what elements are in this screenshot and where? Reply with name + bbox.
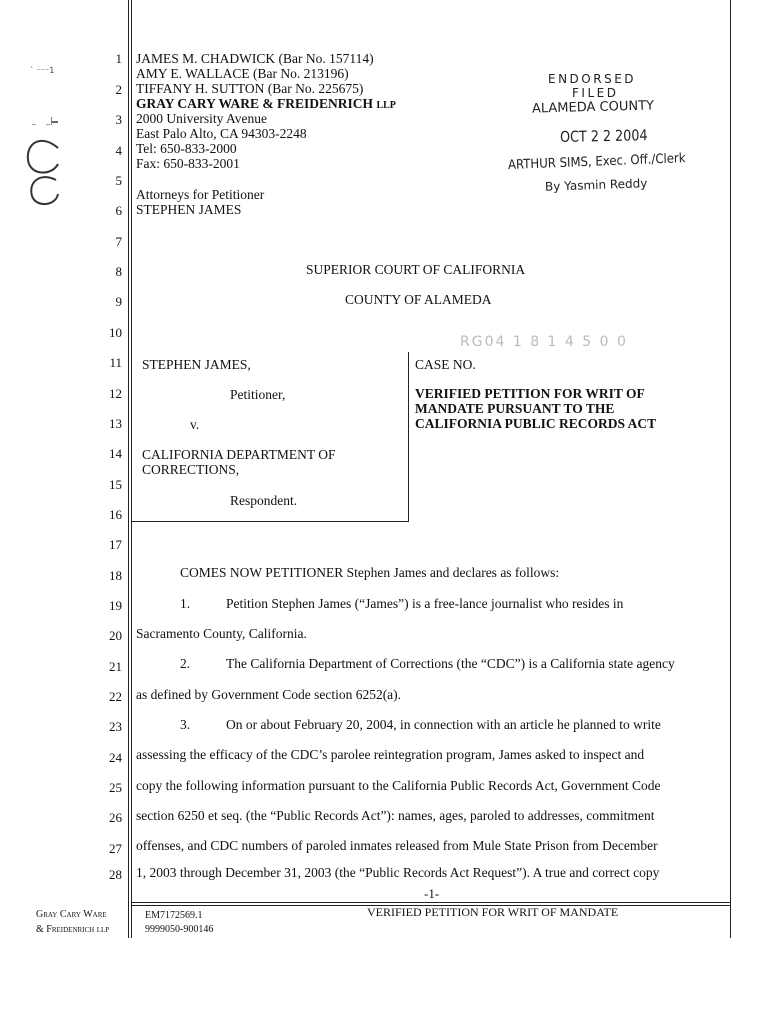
footer-rule [131, 902, 731, 903]
line-number: 15 [109, 477, 122, 492]
line-number: 11 [109, 355, 122, 370]
line-number: 19 [109, 598, 122, 613]
attorneys-for: Attorneys for Petitioner [136, 187, 265, 202]
phone-line: Tel: 650-833-2000 [136, 141, 237, 156]
line-number: 9 [115, 294, 122, 309]
page-number: -1- [424, 886, 440, 901]
line-number: 3 [115, 112, 122, 127]
case-number-label: CASE NO. [415, 357, 476, 372]
court-county: COUNTY OF ALAMEDA [345, 292, 492, 307]
margin-rule-left [128, 0, 129, 938]
line-number: 8 [115, 264, 122, 279]
paragraph-text: section 6250 et seq. (the “Public Records Act”): names, ages, paroled to addresses, commitment [136, 808, 655, 823]
address-line: 2000 University Avenue [136, 111, 267, 126]
margin-mark-small-2: _ _| [32, 116, 53, 125]
paragraph-text: as defined by Government Code section 6252(a). [136, 687, 402, 702]
paragraph-number: 1. [180, 596, 191, 611]
address-line: East Palo Alto, CA 94303-2248 [136, 126, 307, 141]
attorney-line: JAMES M. CHADWICK (Bar No. 157114) [136, 51, 374, 66]
versus: v. [190, 417, 200, 432]
paragraph-number: 2. [180, 656, 191, 671]
respondent-role: Respondent. [230, 493, 298, 508]
line-number: 13 [109, 416, 122, 431]
line-number: 7 [115, 234, 122, 249]
line-number: 26 [109, 810, 122, 825]
margin-rule-left-inner [131, 0, 132, 938]
stamp-clerk: ARTHUR SIMS, Exec. Off./Clerk [507, 151, 686, 173]
margin-scribble [22, 120, 62, 210]
petition-title-1: VERIFIED PETITION FOR WRIT OF [415, 386, 645, 401]
line-number: 27 [109, 841, 122, 856]
paragraph-text: 1, 2003 through December 31, 2003 (the “Public Records Act Request”). A true and correct copy [136, 865, 660, 880]
paragraph-text: On or about February 20, 2004, in connection with an article he planned to write [226, 717, 661, 732]
line-number: 22 [109, 689, 122, 704]
line-number: 14 [109, 446, 122, 461]
respondent-name-2: CORRECTIONS, [142, 462, 240, 477]
line-number: 17 [109, 537, 122, 552]
paragraph-text: offenses, and CDC numbers of paroled inmates released from Mule State Prison from December [136, 838, 658, 853]
footer-firm-2-text: & Freidenrich [36, 924, 95, 935]
paragraph-number: 3. [180, 717, 191, 732]
margin-rule-right [730, 0, 731, 938]
line-number: 25 [109, 780, 122, 795]
attorney-line: AMY E. WALLACE (Bar No. 213196) [136, 66, 349, 81]
margin-mark-small: ` ⁻⁻⁻1 [30, 66, 55, 75]
line-number: 23 [109, 719, 122, 734]
footer-firm-2 [36, 922, 109, 938]
line-number: 1 [115, 51, 122, 66]
footer-matter-id: 9999050-900146 [145, 924, 214, 935]
case-number-stamp: RG04 1 8 1 4 5 0 0 [460, 334, 628, 350]
line-number: 12 [109, 386, 122, 401]
stamp-endorsed: ENDORSED [548, 72, 637, 86]
line-number: 28 [109, 867, 122, 882]
stamp-date: OCT 2 2 2004 [559, 126, 648, 146]
paragraph-text: The California Department of Corrections (the “CDC”) is a California state agency [226, 656, 675, 671]
line-number: 21 [109, 659, 122, 674]
line-number: 4 [115, 143, 122, 158]
paragraph-text: assessing the efficacy of the CDC’s parolee reintegration program, James asked to inspect and [136, 747, 645, 762]
footer-doc-title: VERIFIED PETITION FOR WRIT OF MANDATE [367, 905, 619, 919]
line-number: 5 [115, 173, 122, 188]
petitioner-name: STEPHEN JAMES, [142, 357, 251, 372]
firm-suffix: LLP [376, 100, 396, 111]
paragraph-text: copy the following information pursuant to the California Public Records Act, Government Code [136, 778, 661, 793]
stamp-filed: FILED [572, 86, 619, 100]
fax-line: Fax: 650-833-2001 [136, 156, 240, 171]
line-number: 6 [115, 203, 122, 218]
line-number: 24 [109, 750, 122, 765]
attorney-line: TIFFANY H. SUTTON (Bar No. 225675) [136, 81, 364, 96]
stamp-deputy: By Yasmin Reddy [544, 176, 648, 194]
footer-doc-id: EM7172569.1 [145, 910, 203, 921]
line-number: 18 [109, 568, 122, 583]
court-name: SUPERIOR COURT OF CALIFORNIA [306, 262, 526, 277]
caption-bottom-rule [131, 521, 409, 522]
line-number: 16 [109, 507, 122, 522]
caption-divider [408, 352, 409, 522]
footer-firm-2-suffix: LLP [96, 926, 110, 934]
footer-firm-1: Gray Cary Ware [36, 909, 107, 920]
firm-name-text: GRAY CARY WARE & FREIDENRICH [136, 96, 374, 111]
petition-title-3: CALIFORNIA PUBLIC RECORDS ACT [415, 416, 657, 431]
petition-title-2: MANDATE PURSUANT TO THE [415, 401, 615, 416]
intro-paragraph: COMES NOW PETITIONER Stephen James and declares as follows: [180, 565, 560, 580]
line-number: 10 [109, 325, 122, 340]
line-number: 20 [109, 628, 122, 643]
client-name: STEPHEN JAMES [136, 202, 242, 217]
paragraph-text: Sacramento County, California. [136, 626, 307, 641]
paragraph-text: Petition Stephen James (“James”) is a free-lance journalist who resides in [226, 596, 624, 611]
stamp-county: ALAMEDA COUNTY [531, 98, 655, 117]
petitioner-role: Petitioner, [230, 387, 286, 402]
respondent-name-1: CALIFORNIA DEPARTMENT OF [142, 447, 336, 462]
line-number: 2 [115, 82, 122, 97]
